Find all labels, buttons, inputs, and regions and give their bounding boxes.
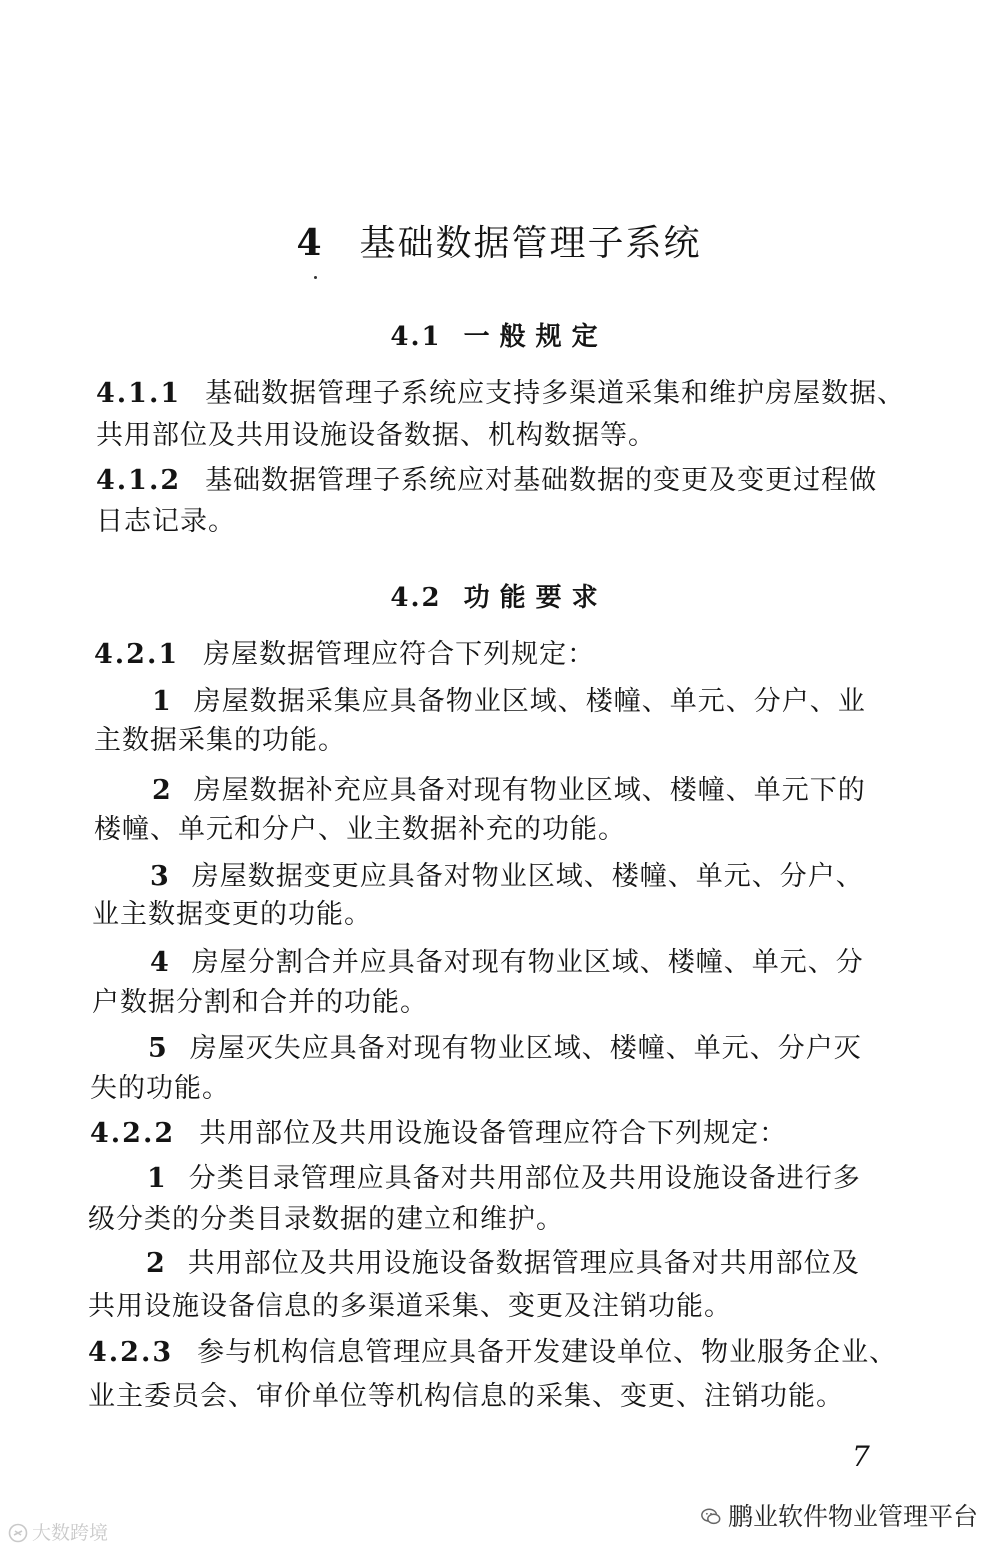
clause-continuation — [88, 1383, 844, 1410]
item-text: 共用部位及共用设施设备数据管理应具备对共用部位及 — [187, 1248, 860, 1279]
clause-continuation — [96, 422, 656, 449]
clause-text: 日志记录。 — [96, 506, 236, 537]
clause-number: 4.1.2 — [96, 465, 182, 496]
item-text: 失的功能。 — [90, 1073, 230, 1104]
item-number: 1 — [147, 1163, 167, 1194]
clause-number: 4.2.3 — [88, 1337, 174, 1368]
item-text: 房屋数据采集应具备物业区域、楼幢、单元、分户、业 — [193, 686, 866, 717]
item-continuation — [92, 989, 428, 1016]
watermark-text: 大数跨境 — [32, 1522, 109, 1544]
clause-4-1-2 — [96, 467, 877, 494]
link-icon — [8, 1523, 28, 1543]
clause-4-2-1 — [94, 641, 595, 668]
list-item-3 — [150, 863, 864, 890]
clause-text: 基础数据管理子系统应支持多渠道采集和维护房屋数据、 — [205, 378, 906, 409]
item-text: 分类目录管理应具备对共用部位及共用设施设备进行多 — [188, 1163, 861, 1194]
item-continuation — [94, 727, 346, 754]
chapter-number: 4 — [296, 222, 324, 264]
print-speck — [314, 276, 317, 279]
chapter-heading — [0, 215, 998, 266]
item-text: 主数据采集的功能。 — [94, 725, 346, 756]
clause-text: 参与机构信息管理应具备开发建设单位、物业服务企业、 — [197, 1337, 898, 1368]
brand-caption — [700, 1497, 978, 1533]
clause-number: 4.1.1 — [96, 378, 182, 409]
item-number: 5 — [148, 1033, 168, 1064]
list-item-2 — [152, 777, 866, 804]
section-heading-4-2 — [0, 577, 998, 614]
clause-text: 房屋数据管理应符合下列规定： — [203, 639, 596, 670]
page-number: 7 — [852, 1440, 870, 1473]
clause-4-1-1 — [96, 380, 905, 407]
item-text: 共用设施设备信息的多渠道采集、变更及注销功能。 — [88, 1291, 732, 1322]
clause-number: 4.2.1 — [94, 639, 180, 670]
item-text: 级分类的分类目录数据的建立和维护。 — [88, 1204, 564, 1235]
wechat-icon — [700, 1506, 722, 1528]
list-item-2 — [146, 1250, 860, 1277]
item-number: 3 — [150, 861, 170, 892]
item-continuation — [94, 816, 626, 843]
clause-number: 4.2.2 — [90, 1118, 176, 1149]
section-title: 功能要求 — [463, 583, 608, 613]
item-number: 4 — [150, 947, 170, 978]
clause-text: 共用部位及共用设施设备管理应符合下列规定： — [199, 1118, 788, 1149]
item-continuation — [92, 901, 372, 928]
brand-name: 鹏业软件物业管理平台 — [728, 1502, 979, 1531]
section-title: 一般规定 — [463, 322, 608, 352]
list-item-1 — [147, 1165, 861, 1192]
item-number: 2 — [146, 1248, 166, 1279]
section-number: 4.1 — [390, 322, 442, 352]
chapter-title: 基础数据管理子系统 — [359, 223, 702, 264]
item-text: 楼幢、单元和分户、业主数据补充的功能。 — [94, 814, 626, 845]
item-text: 户数据分割和合并的功能。 — [92, 987, 428, 1018]
item-continuation — [88, 1293, 732, 1320]
section-heading-4-1 — [0, 316, 998, 353]
clause-text: 基础数据管理子系统应对基础数据的变更及变更过程做 — [205, 465, 878, 496]
item-number: 1 — [152, 686, 172, 717]
list-item-1 — [152, 688, 866, 715]
item-continuation — [90, 1075, 230, 1102]
list-item-4 — [150, 949, 864, 976]
item-continuation — [88, 1206, 564, 1233]
clause-4-2-2 — [90, 1120, 787, 1147]
item-text: 业主数据变更的功能。 — [92, 899, 372, 930]
item-text: 房屋灭失应具备对现有物业区域、楼幢、单元、分户灭 — [189, 1033, 862, 1064]
clause-text: 业主委员会、审价单位等机构信息的采集、变更、注销功能。 — [88, 1381, 844, 1412]
watermark — [8, 1518, 108, 1545]
clause-4-2-3 — [88, 1339, 897, 1366]
item-number: 2 — [152, 775, 172, 806]
section-number: 4.2 — [390, 583, 442, 613]
clause-continuation — [96, 508, 236, 535]
item-text: 房屋分割合并应具备对现有物业区域、楼幢、单元、分 — [191, 947, 864, 978]
item-text: 房屋数据补充应具备对现有物业区域、楼幢、单元下的 — [193, 775, 866, 806]
clause-text: 共用部位及共用设施设备数据、机构数据等。 — [96, 420, 656, 451]
list-item-5 — [148, 1035, 862, 1062]
item-text: 房屋数据变更应具备对物业区域、楼幢、单元、分户、 — [191, 861, 864, 892]
